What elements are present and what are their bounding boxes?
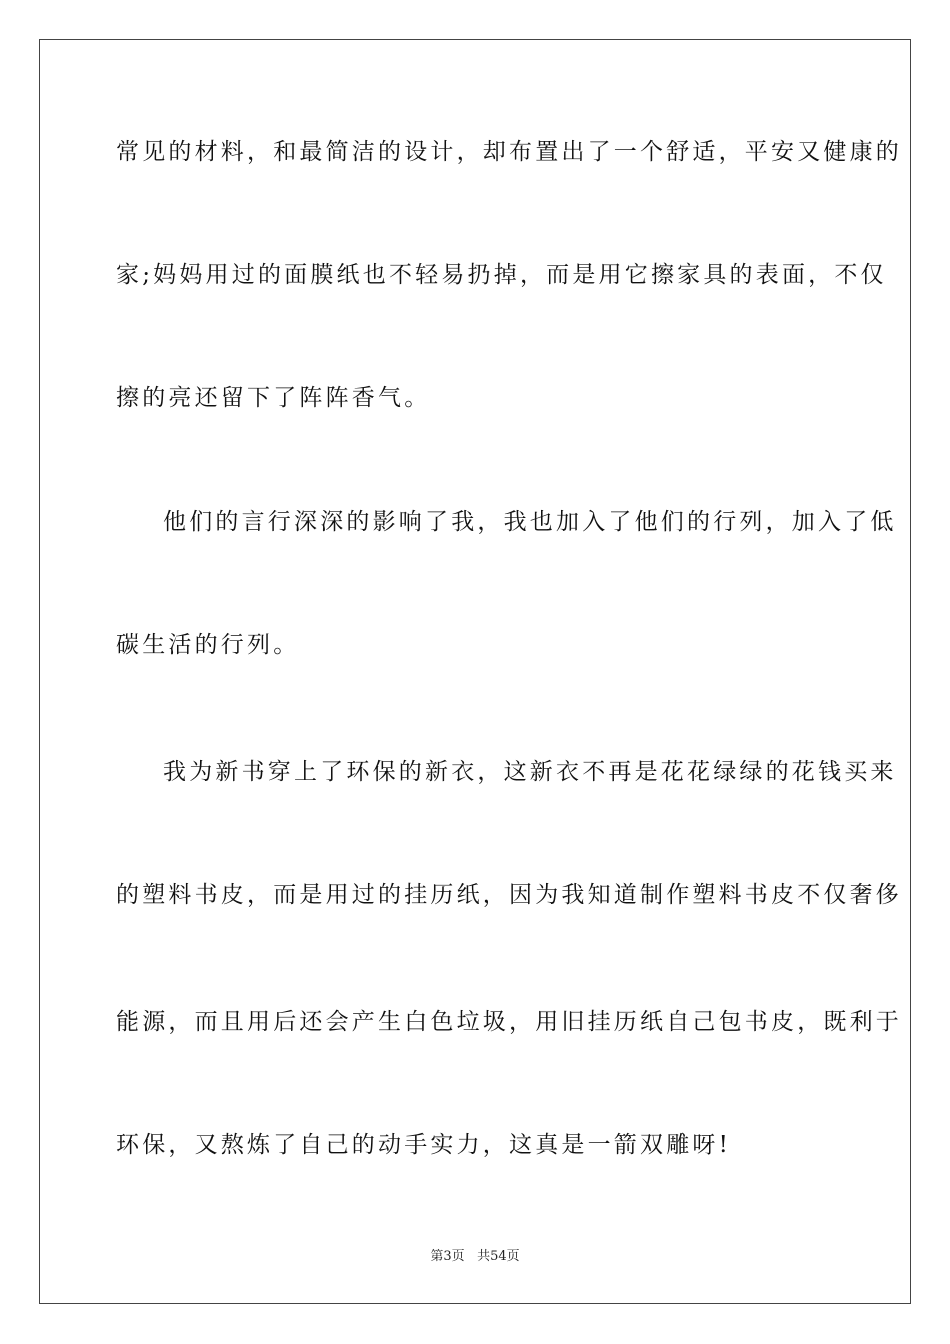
paragraph-line-3: 擦的亮还留下了阵阵香气。 — [116, 385, 431, 411]
paragraph-line-8: 能源，而且用后还会产生白色垃圾，用旧挂历纸自己包书皮，既利于 — [116, 1009, 902, 1035]
footer-total-pages: 54 — [490, 1249, 507, 1264]
paragraph-line-5: 碳生活的行列。 — [116, 632, 300, 658]
paragraph-line-2: 家;妈妈用过的面膜纸也不轻易扔掉，而是用它擦家具的表面，不仅 — [116, 262, 887, 288]
footer-page-unit: 页 — [451, 1249, 465, 1264]
paragraph-line-4: 他们的言行深深的影响了我，我也加入了他们的行列，加入了低 — [163, 509, 897, 535]
footer-page-number: 3 — [443, 1249, 452, 1264]
paragraph-line-9: 环保，又熬炼了自己的动手实力，这真是一箭双雕呀! — [116, 1132, 732, 1158]
footer-page-label: 第 — [430, 1249, 444, 1264]
footer-total-label: 共 — [477, 1249, 491, 1264]
paragraph-line-6: 我为新书穿上了环保的新衣，这新衣不再是花花绿绿的花钱买来 — [163, 759, 897, 785]
footer-total-unit: 页 — [506, 1249, 520, 1264]
page-footer — [0, 1248, 950, 1266]
paragraph-line-1: 常见的材料，和最简洁的设计，却布置出了一个舒适，平安又健康的 — [116, 139, 902, 165]
paragraph-line-7: 的塑料书皮，而是用过的挂历纸，因为我知道制作塑料书皮不仅奢侈 — [116, 882, 902, 908]
page-border — [39, 39, 911, 1304]
